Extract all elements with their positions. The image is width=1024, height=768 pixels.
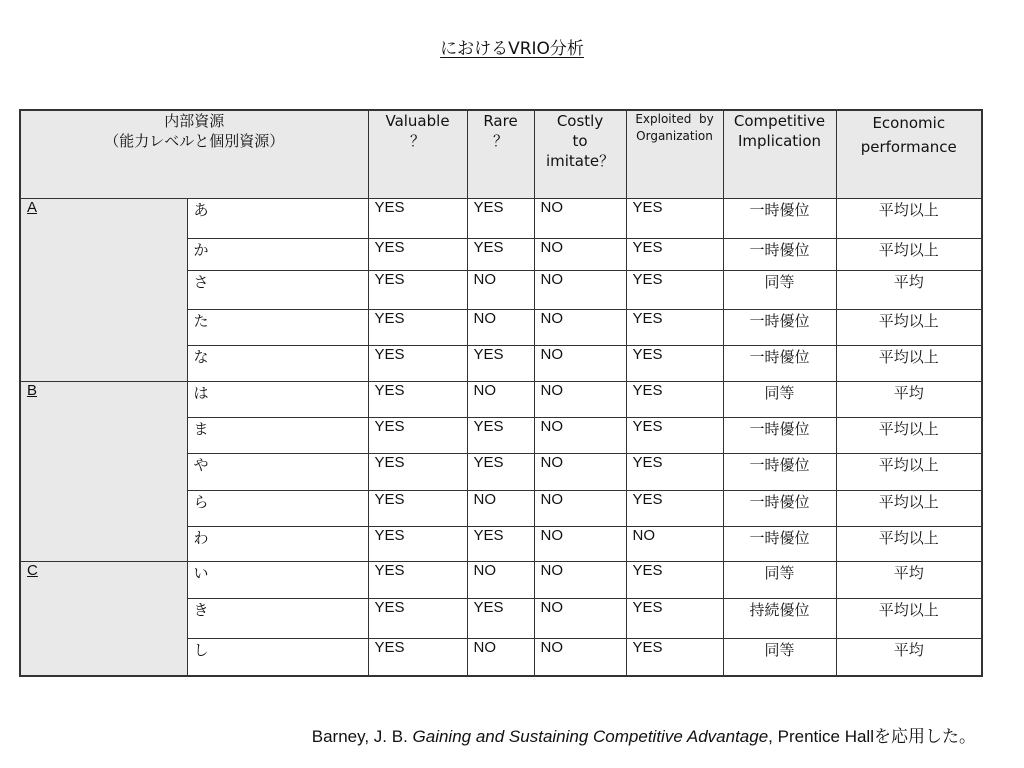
header-competitive-line2: Implication	[737, 132, 822, 150]
cell-exploited: YES	[626, 199, 723, 239]
cell-costly: NO	[534, 454, 626, 491]
header-rare-line2: ？	[493, 132, 509, 150]
cell-performance: 平均以上	[836, 199, 982, 239]
cell-implication: 持続優位	[723, 599, 836, 639]
cell-valuable: YES	[368, 562, 467, 599]
header-valuable	[368, 110, 467, 199]
cell-rare: YES	[467, 418, 534, 454]
cell-exploited: YES	[626, 382, 723, 418]
cell-implication: 一時優位	[723, 491, 836, 527]
cell-exploited: YES	[626, 418, 723, 454]
cell-exploited: YES	[626, 562, 723, 599]
header-exploited-line1: Exploited by	[635, 112, 714, 126]
source-suffix: , Prentice Hallを応用した。	[768, 727, 976, 746]
cell-costly: NO	[534, 491, 626, 527]
cell-rare: NO	[467, 382, 534, 418]
cell-rare: YES	[467, 346, 534, 382]
row-item: わ	[187, 527, 368, 562]
cell-valuable: YES	[368, 418, 467, 454]
header-valuable-line1: Valuable	[385, 112, 450, 130]
source-book-title: Gaining and Sustaining Competitive Advantage	[412, 727, 769, 746]
table-row	[20, 199, 982, 239]
cell-exploited: YES	[626, 454, 723, 491]
cell-costly: NO	[534, 271, 626, 310]
cell-exploited: YES	[626, 239, 723, 271]
page-title: におけるVRIO分析	[440, 39, 584, 59]
cell-implication: 同等	[723, 562, 836, 599]
source-prefix: Barney, J. B.	[311, 727, 413, 746]
cell-performance: 平均	[836, 562, 982, 599]
table-row	[20, 382, 982, 418]
header-competitive-line1: Competitive	[733, 112, 826, 130]
cell-rare: YES	[467, 454, 534, 491]
cell-performance: 平均以上	[836, 418, 982, 454]
cell-implication: 一時優位	[723, 418, 836, 454]
cell-valuable: YES	[368, 454, 467, 491]
cell-costly: NO	[534, 562, 626, 599]
row-item: き	[187, 599, 368, 639]
header-costly	[534, 110, 626, 199]
vrio-table	[19, 109, 983, 677]
row-item: な	[187, 346, 368, 382]
cell-exploited: YES	[626, 639, 723, 676]
header-economic-line2: performance	[860, 138, 957, 156]
cell-costly: NO	[534, 239, 626, 271]
cell-exploited: YES	[626, 491, 723, 527]
header-resources-line1: 内部資源	[164, 112, 225, 130]
cell-rare: NO	[467, 639, 534, 676]
cell-rare: YES	[467, 199, 534, 239]
header-internal-resources	[20, 110, 368, 199]
cell-valuable: YES	[368, 199, 467, 239]
cell-implication: 一時優位	[723, 310, 836, 346]
cell-exploited: YES	[626, 310, 723, 346]
table-row	[20, 562, 982, 599]
cell-rare: NO	[467, 271, 534, 310]
header-costly-line3: imitate？	[545, 152, 615, 170]
cell-valuable: YES	[368, 599, 467, 639]
cell-valuable: YES	[368, 271, 467, 310]
cell-rare: NO	[467, 310, 534, 346]
cell-valuable: YES	[368, 346, 467, 382]
header-rare	[467, 110, 534, 199]
cell-rare: YES	[467, 527, 534, 562]
header-costly-line1: Costly	[556, 112, 604, 130]
header-resources-line2: （能力レベルと個別資源）	[104, 132, 285, 150]
table-body	[20, 199, 982, 676]
cell-rare: NO	[467, 562, 534, 599]
cell-costly: NO	[534, 199, 626, 239]
cell-implication: 一時優位	[723, 239, 836, 271]
row-item: い	[187, 562, 368, 599]
header-economic	[836, 110, 982, 199]
table-header	[20, 110, 982, 199]
cell-performance: 平均以上	[836, 454, 982, 491]
cell-costly: NO	[534, 382, 626, 418]
cell-costly: NO	[534, 527, 626, 562]
row-item: や	[187, 454, 368, 491]
cell-performance: 平均以上	[836, 491, 982, 527]
header-exploited-line2: Organization	[636, 129, 713, 143]
cell-costly: NO	[534, 418, 626, 454]
cell-performance: 平均以上	[836, 310, 982, 346]
header-economic-line1: Economic	[872, 114, 946, 132]
cell-performance: 平均	[836, 271, 982, 310]
row-item: ら	[187, 491, 368, 527]
cell-costly: NO	[534, 310, 626, 346]
group-label-a: A	[20, 199, 187, 382]
row-item: か	[187, 239, 368, 271]
cell-performance: 平均以上	[836, 239, 982, 271]
cell-rare: YES	[467, 239, 534, 271]
cell-implication: 一時優位	[723, 346, 836, 382]
cell-valuable: YES	[368, 491, 467, 527]
cell-exploited: YES	[626, 599, 723, 639]
header-valuable-line2: ？	[410, 132, 426, 150]
source-citation	[0, 722, 976, 747]
cell-performance: 平均以上	[836, 346, 982, 382]
cell-performance: 平均	[836, 639, 982, 676]
row-item: は	[187, 382, 368, 418]
cell-exploited: YES	[626, 346, 723, 382]
cell-rare: NO	[467, 491, 534, 527]
group-label-c: C	[20, 562, 187, 676]
cell-implication: 同等	[723, 639, 836, 676]
cell-rare: YES	[467, 599, 534, 639]
cell-exploited: NO	[626, 527, 723, 562]
cell-performance: 平均以上	[836, 527, 982, 562]
cell-costly: NO	[534, 346, 626, 382]
cell-costly: NO	[534, 639, 626, 676]
cell-implication: 同等	[723, 382, 836, 418]
cell-implication: 一時優位	[723, 527, 836, 562]
header-rare-line1: Rare	[483, 112, 518, 130]
cell-valuable: YES	[368, 639, 467, 676]
header-costly-line2: to	[572, 132, 588, 150]
row-item: あ	[187, 199, 368, 239]
header-competitive	[723, 110, 836, 199]
header-exploited	[626, 110, 723, 199]
row-item: た	[187, 310, 368, 346]
cell-valuable: YES	[368, 310, 467, 346]
cell-exploited: YES	[626, 271, 723, 310]
cell-implication: 一時優位	[723, 199, 836, 239]
row-item: さ	[187, 271, 368, 310]
cell-costly: NO	[534, 599, 626, 639]
cell-performance: 平均以上	[836, 599, 982, 639]
cell-valuable: YES	[368, 527, 467, 562]
cell-implication: 一時優位	[723, 454, 836, 491]
cell-implication: 同等	[723, 271, 836, 310]
cell-valuable: YES	[368, 382, 467, 418]
row-item: し	[187, 639, 368, 676]
cell-valuable: YES	[368, 239, 467, 271]
row-item: ま	[187, 418, 368, 454]
group-label-b: B	[20, 382, 187, 562]
cell-performance: 平均	[836, 382, 982, 418]
